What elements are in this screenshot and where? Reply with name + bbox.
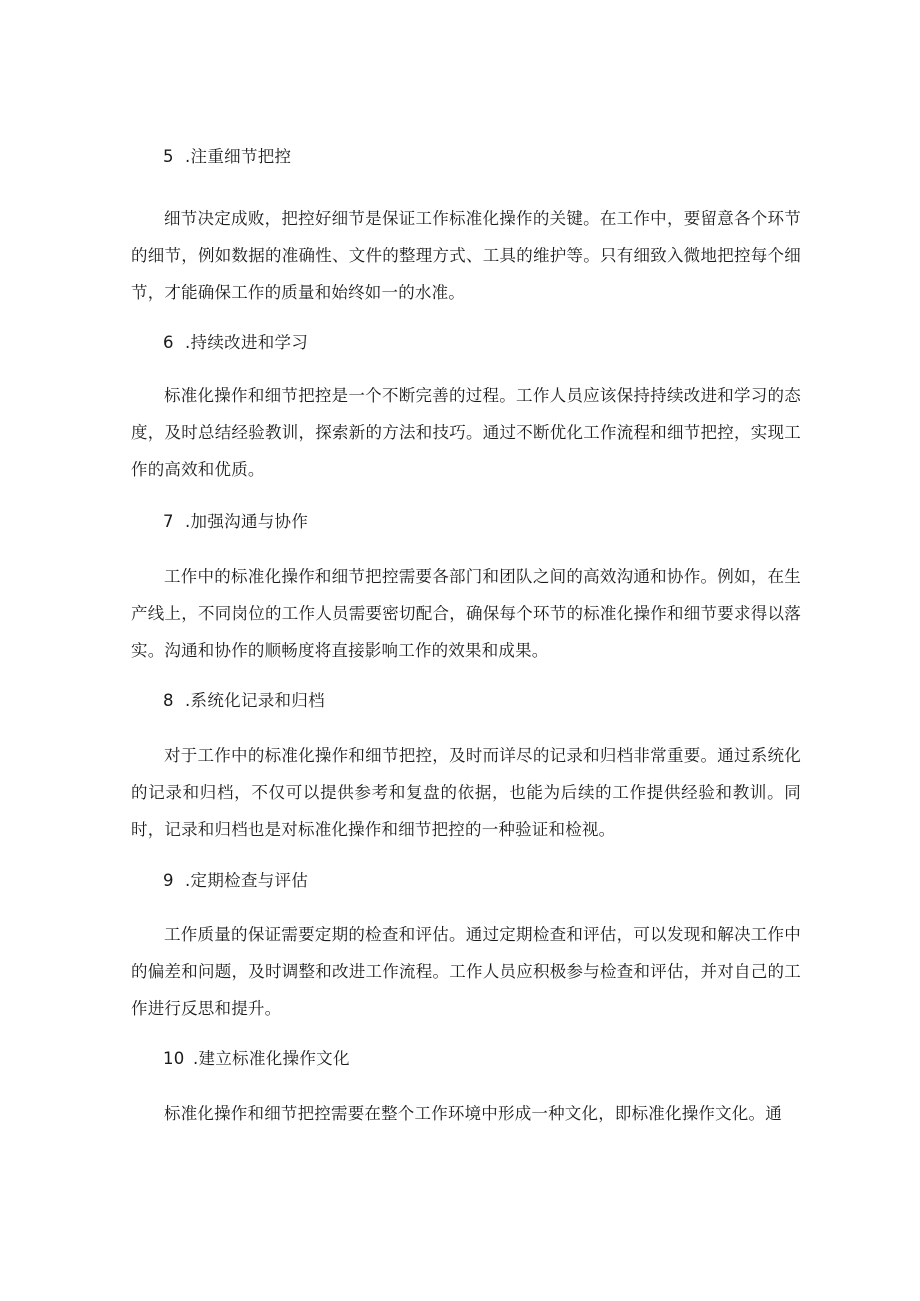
section-paragraph: 工作质量的保证需要定期的检查和评估。通过定期检查和评估，可以发现和解决工作中的偏差和问题，及时调整和改进工作流程。工作人员应积极参与检查和评估，并对自己的工作进行反思和提升。 bbox=[131, 925, 801, 1018]
section-number: 10 bbox=[163, 1049, 185, 1068]
section-paragraph: 工作中的标准化操作和细节把控需要各部门和团队之间的高效沟通和协作。例如，在生产线上，不同岗位的工作人员需要密切配合，确保每个环节的标准化操作和细节要求得以落实。沟通和协作的顺畅度将直接影响工作的效果和成果。 bbox=[131, 567, 801, 660]
section-paragraph: 标准化操作和细节把控是一个不断完善的过程。工作人员应该保持持续改进和学习的态度，及时总结经验教训，探索新的方法和技巧。通过不断优化工作流程和细节把控，实现工作的高效和优质。 bbox=[131, 386, 801, 479]
section-title: .系统化记录和归档 bbox=[185, 691, 325, 710]
section-number: 6 bbox=[163, 333, 174, 352]
section-number: 8 bbox=[163, 691, 174, 710]
section-heading bbox=[163, 870, 308, 892]
section-heading bbox=[163, 332, 308, 354]
section-heading bbox=[163, 146, 291, 168]
section-heading bbox=[163, 511, 308, 533]
section-title: .加强沟通与协作 bbox=[185, 512, 309, 531]
section-title: .定期检查与评估 bbox=[185, 871, 309, 890]
section-number: 9 bbox=[163, 871, 174, 890]
section-heading bbox=[163, 1048, 350, 1070]
section-paragraph: 对于工作中的标准化操作和细节把控，及时而详尽的记录和归档非常重要。通过系统化的记录和归档，不仅可以提供参考和复盘的依据，也能为后续的工作提供经验和教训。同时，记录和归档也是对标准化操作和细节把控的一种验证和检视。 bbox=[131, 746, 801, 839]
section-title: .持续改进和学习 bbox=[185, 333, 309, 352]
section-title: .建立标准化操作文化 bbox=[193, 1049, 350, 1068]
section-number: 7 bbox=[163, 512, 174, 531]
section-title: .注重细节把控 bbox=[185, 147, 292, 166]
section-paragraph: 细节决定成败，把控好细节是保证工作标准化操作的关键。在工作中，要留意各个环节的细节，例如数据的准确性、文件的整理方式、工具的维护等。只有细致入微地把控每个细节，才能确保工作的质量和始终如一的水准。 bbox=[131, 209, 801, 302]
section-number: 5 bbox=[163, 147, 174, 166]
section-heading bbox=[163, 690, 325, 712]
section-paragraph: 标准化操作和细节把控需要在整个工作环境中形成一种文化，即标准化操作文化。通 bbox=[164, 1104, 782, 1123]
